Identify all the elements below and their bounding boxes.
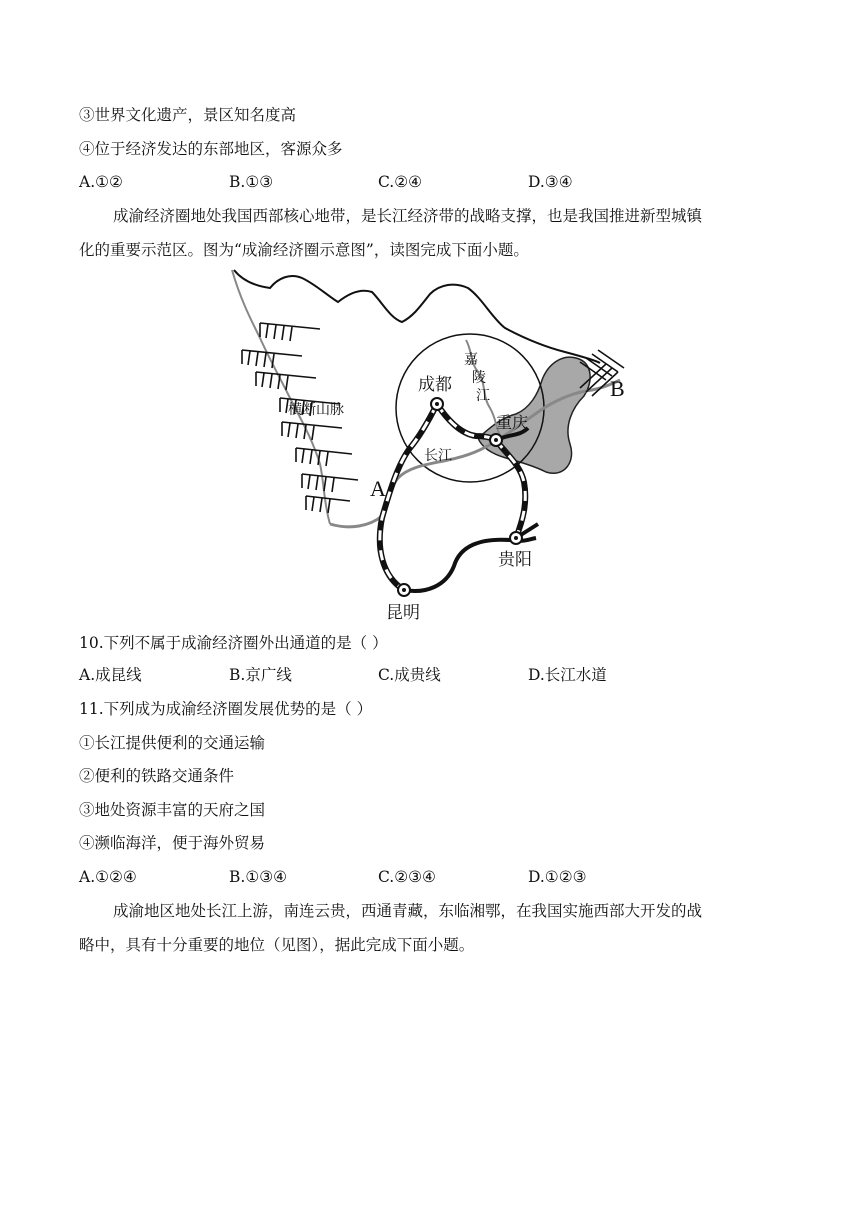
passage1-line1: 成渝经济圈地处我国西部核心地带，是长江经济带的战略支撑，也是我国推进新型城镇 (113, 207, 703, 225)
label-jialing-2: 陵 (472, 370, 486, 386)
label-changjiang: 长江 (424, 448, 452, 464)
q11-statement-1: ①长江提供便利的交通运输 (79, 734, 266, 752)
label-jialing-3: 江 (476, 388, 490, 404)
region-boundary (234, 270, 600, 363)
q11-statement-4: ④濒临海洋，便于海外贸易 (79, 834, 266, 852)
passage2-line2: 略中，具有十分重要的地位（见图），据此完成下面小题。 (79, 936, 475, 954)
chengyu-economic-circle-map (220, 268, 660, 628)
q11-option-c: C.②③④ (378, 868, 436, 886)
q9-option-b: B.①③ (229, 173, 274, 191)
label-b: B (610, 376, 625, 401)
label-hengduan: 横断山脉 (288, 402, 344, 418)
q11-statement-3: ③地处资源丰富的天府之国 (79, 801, 266, 819)
q11-statement-2: ②便利的铁路交通条件 (79, 767, 235, 785)
passage1-line2: 化的重要示范区。图为“成渝经济圈示意图”，读图完成下面小题。 (79, 241, 529, 259)
jinsha-river (232, 270, 330, 524)
q11-option-b: B.①③④ (229, 868, 288, 886)
q10-stem: 10.下列不属于成渝经济圈外出通道的是（ ） (79, 634, 388, 652)
q10-option-b: B.京广线 (229, 666, 292, 684)
q9-option-d: D.③④ (528, 173, 573, 191)
q9-statement-4: ④位于经济发达的东部地区，客源众多 (79, 140, 343, 158)
passage2-line1: 成渝地区地处长江上游，南连云贵，西通青藏，东临湘鄂，在我国实施西部大开发的战 (113, 902, 703, 920)
q9-option-c: C.②④ (378, 173, 423, 191)
label-chongqing: 重庆 (496, 413, 529, 432)
q10-option-c: C.成贵线 (378, 666, 441, 684)
q11-stem: 11.下列成为成渝经济圈发展优势的是（ ） (79, 700, 373, 718)
label-kunming: 昆明 (386, 603, 420, 623)
q9-statement-3: ③世界文化遗产，景区知名度高 (79, 106, 297, 124)
q11-option-a: A.①②④ (79, 868, 137, 886)
label-guiyang: 贵阳 (498, 550, 532, 570)
q9-option-a: A.①② (79, 173, 123, 191)
q11-option-d: D.①②③ (528, 868, 587, 886)
label-a: A (370, 476, 386, 501)
label-jialing-1: 嘉 (464, 352, 478, 368)
q10-option-d: D.长江水道 (528, 666, 607, 684)
q10-option-a: A.成昆线 (79, 666, 142, 684)
label-chengdu: 成都 (418, 375, 452, 395)
